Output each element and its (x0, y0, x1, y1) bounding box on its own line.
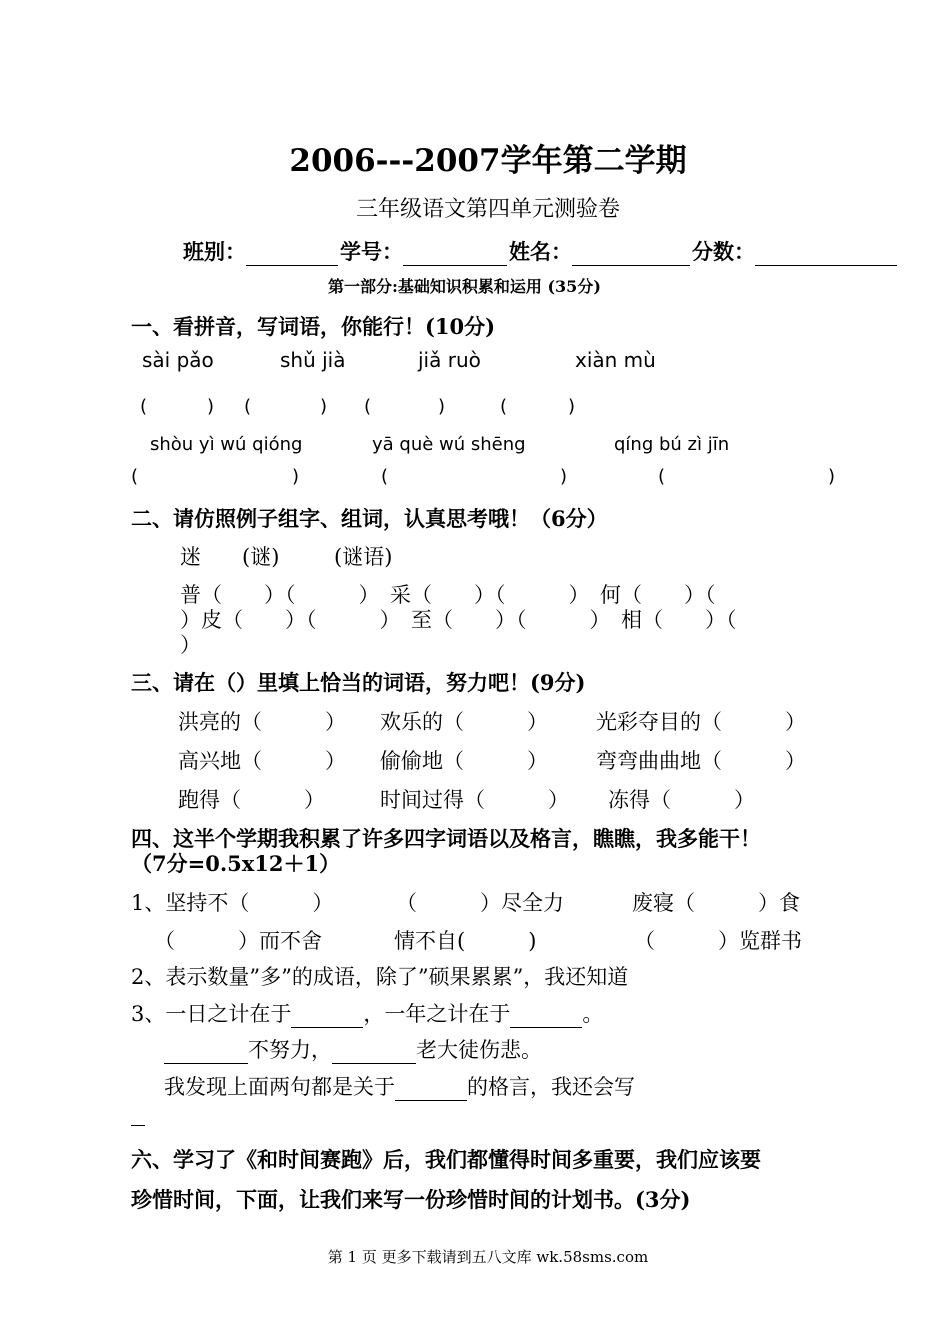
q4-item-3-text: 的格言，我还会写 (467, 1075, 635, 1099)
q4-idiom: （ ）览群书 (634, 929, 802, 953)
q3-item: 冻得（ ） (608, 788, 755, 812)
fill-blank[interactable] (164, 1043, 248, 1064)
answer-box-5-close: ) (292, 466, 300, 487)
answer-box-7-close: ) (828, 466, 836, 487)
q3-item: 光彩夺目的（ ） (596, 710, 806, 734)
q4-idiom: 废寝（ ）食 (632, 891, 800, 915)
answer-box-4-close: ) (568, 396, 576, 417)
page-footer: 第 1 页 更多下载请到五八文库 wk.58sms.com (327, 1248, 649, 1266)
pinyin-3: jiǎ ruò (418, 348, 481, 372)
q4-idiom: 情不自( ) (394, 929, 537, 953)
q3-heading: 三、请在（）里填上恰当的词语，努力吧！(9分) (131, 670, 586, 695)
q4-item-3-line-3 (164, 1071, 635, 1101)
fill-blank[interactable] (395, 1080, 467, 1101)
q2-example-char: 迷 (180, 545, 201, 569)
q6-heading-cont: 珍惜时间，下面，让我们来写一份珍惜时间的计划书。(3分) (131, 1187, 691, 1212)
q4-item-3 (131, 998, 603, 1028)
pinyin-5: shòu yì wú qióng (150, 434, 303, 455)
answer-box-4-open: ( (500, 396, 508, 417)
q3-item: 高兴地（ ） (178, 749, 346, 773)
q4-item-3-text: 我发现上面两句都是关于 (164, 1075, 395, 1099)
q3-item: 弯弯曲曲地（ ） (596, 749, 806, 773)
q4-item-3-text: 。 (582, 1002, 604, 1026)
q2-example-phrase: (谜语) (334, 545, 393, 569)
score-field[interactable] (755, 243, 897, 266)
q2-heading: 二、请仿照例子组字、组词，认真思考哦！（6分） (131, 506, 608, 531)
page-title: 2006---2007学年第二学期 (289, 143, 687, 179)
answer-box-2-close: ) (320, 396, 328, 417)
q4-idiom: （ ）尽全力 (396, 891, 564, 915)
answer-box-6-open: ( (381, 466, 389, 487)
q4-item-2: 2、表示数量”多”的成语，除了”硕果累累”，我还知道 (131, 965, 629, 989)
score-label: 分数： (692, 239, 755, 264)
q4-item-3-text: 老大徒伤悲。 (416, 1038, 542, 1062)
part1-heading: 第一部分:基础知识积累和运用 (35分) (328, 277, 601, 296)
answer-box-1-open: ( (140, 396, 148, 417)
q4-item-3-text: ，一年之计在于 (363, 1002, 511, 1026)
q3-item: 跑得（ ） (178, 788, 325, 812)
q2-example-word: (谜) (242, 545, 280, 569)
q2-line-1: 普（ ）（ ） 采（ ）（ ） 何（ ）（ (180, 583, 716, 607)
q4-heading-score: （7分=0.5x12＋1） (131, 851, 341, 876)
student-no-label: 学号： (340, 239, 403, 264)
q2-line-3: ） (180, 633, 201, 657)
q3-item: 时间过得（ ） (380, 788, 569, 812)
q4-heading: 四、这半个学期我积累了许多四字词语以及格言，瞧瞧，我多能干！ (131, 826, 761, 851)
q4-item-3-text: 不努力， (248, 1038, 332, 1062)
answer-box-2-open: ( (244, 396, 252, 417)
page-subtitle: 三年级语文第四单元测验卷 (355, 197, 620, 222)
pinyin-6: yā què wú shēng (372, 434, 526, 455)
class-label: 班别： (183, 239, 246, 264)
fill-blank[interactable] (510, 1007, 582, 1028)
student-no-field[interactable] (403, 243, 507, 266)
answer-box-1-close: ) (207, 396, 215, 417)
class-field[interactable] (246, 243, 338, 266)
q1-heading: 一、看拼音，写词语，你能行！(10分) (131, 314, 496, 339)
answer-box-6-close: ) (560, 466, 568, 487)
student-info-row (183, 236, 899, 266)
pinyin-2: shǔ jià (280, 348, 346, 372)
q6-heading: 六、学习了《和时间赛跑》后，我们都懂得时间多重要，我们应该要 (131, 1147, 761, 1172)
q3-item: 欢乐的（ ） (380, 710, 548, 734)
q3-item: 洪亮的（ ） (178, 710, 346, 734)
fill-blank[interactable] (332, 1043, 416, 1064)
pinyin-4: xiàn mù (575, 348, 656, 372)
q4-idiom: （ ）而不舍 (154, 929, 322, 953)
q2-line-2: ）皮（ ）（ ） 至（ ）（ ） 相（ ）（ (180, 608, 737, 632)
answer-box-3-close: ) (438, 396, 446, 417)
q4-item-3-line-2 (164, 1034, 542, 1064)
answer-box-3-open: ( (364, 396, 372, 417)
answer-box-7-open: ( (658, 466, 666, 487)
q4-item-3-text: 3、一日之计在于 (131, 1002, 292, 1026)
answer-line[interactable] (131, 1125, 145, 1126)
q4-idiom: 1、坚持不（ ） (131, 891, 334, 915)
fill-blank[interactable] (291, 1007, 363, 1028)
answer-box-5-open: ( (131, 466, 139, 487)
q3-item: 偷偷地（ ） (380, 749, 548, 773)
pinyin-1: sài pǎo (142, 348, 214, 372)
name-label: 姓名： (509, 239, 572, 264)
pinyin-7: qíng bú zì jīn (614, 434, 730, 455)
name-field[interactable] (572, 243, 690, 266)
